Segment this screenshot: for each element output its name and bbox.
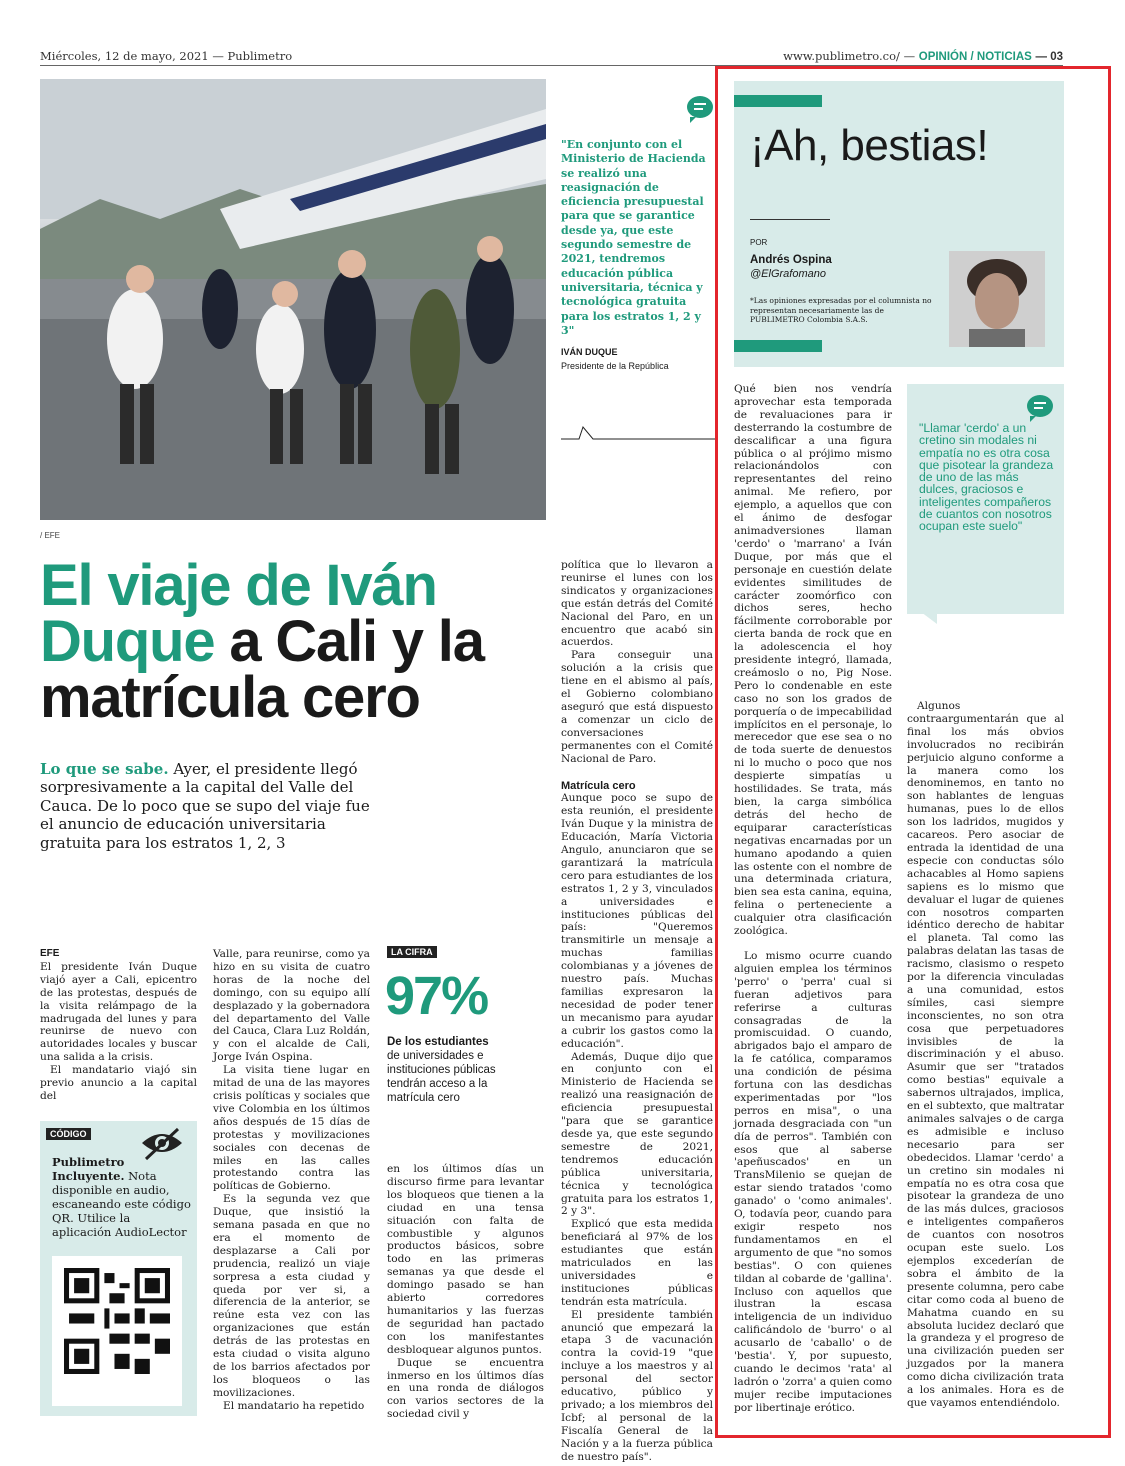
paragraph: en los últimos días un discurso firme para levantar los bloqueos que tienen a la ciudad en una tensa situación con falta de combustible y algunos productos básicos, sobre todo en las primeras semanas ya que desde el domingo pasado se han abierto corredores humanitarios y las fuerzas de seguridad han pactado con los manifestantes desbloquear algunos puntos. bbox=[387, 1163, 544, 1356]
speech-bubble-icon bbox=[687, 96, 713, 118]
cifra-value: 97% bbox=[385, 966, 488, 1026]
header-site: www.publimetro.co/ — bbox=[783, 49, 916, 63]
codigo-box bbox=[40, 1121, 197, 1416]
photo-illustration bbox=[40, 79, 546, 520]
por-label: POR bbox=[750, 238, 768, 247]
qr-code-image bbox=[64, 1268, 170, 1374]
page-header-left: Miércoles, 12 de mayo, 2021 — Publimetro bbox=[40, 49, 293, 63]
paragraph: Es la segunda vez que Duque, que insistió la semana pasada en que no era el momento de desplazarse a Cali por prudencia, realizó un viaje sorpresa a esta ciudad y queda por ver si, a diferencia de la anterior, se reúne esta vez con las organizaciones que están detrás de las protestas en esta ciudad o visita alguno de los barrios afectados por los bloqueos o las movilizaciones. bbox=[213, 1193, 370, 1399]
codigo-bold: Publimetro Incluyente. bbox=[52, 1155, 125, 1183]
author-avatar bbox=[949, 251, 1045, 347]
qr-code[interactable] bbox=[52, 1256, 182, 1406]
cifra-description bbox=[387, 1035, 522, 1105]
paragraph: El presidente Iván Duque viajó ayer a Cali, epicentro de las protestas, después de la visita relámpago de la madrugada del lunes y para reunirse de nuevo con autoridades locales y buscar una salida a la crisis. bbox=[40, 960, 197, 1064]
codigo-label: CÓDIGO bbox=[46, 1128, 91, 1140]
pull-quote-president: "En conjunto con el Ministerio de Hacienda se realizó una reasignación de eficiencia presupuestal para que se garantice desde ya, que este segundo semestre de 2021, tendremos educación pública universitaria, técnica y tecnológica gratuita para los estratos 1, 2 y 3" bbox=[561, 138, 706, 337]
codigo-text bbox=[52, 1155, 192, 1239]
article-column-2 bbox=[213, 948, 370, 1413]
paragraph: Aunque poco se supo de esta reunión, el presidente Iván Duque y la ministra de Educación, María Victoria Angulo, anunciaron que se garantizará la matrícula cero para estudiantes de los estratos 1, 2 y 3, vinculados a universidades e instituciones públicas del país: "Queremos transmitirle un mensaje a muchas familias colombianas y a jóvenes de nuestro país. Muchas familias expresaron la necesidad de poder tener un mecanismo para ayudar a cubrir los gastos como la educación". bbox=[561, 792, 713, 1050]
header-page-number: — 03 bbox=[1035, 51, 1063, 63]
paragraph: El presidente también anunció que empezará la etapa 3 de vacunación contra la covid-19 "que incluye a los maestros y al personal del sector educativo, público y privado; a los miembros del Icbf; al personal de la Fiscalía General de la Nación y a la fuerza pública de nuestro país". bbox=[561, 1308, 713, 1463]
author-portrait bbox=[949, 251, 1045, 347]
opinion-column-1 bbox=[734, 383, 892, 1415]
paragraph: El mandatario ha repetido bbox=[223, 1399, 365, 1412]
paragraph: Duque se encuentra inmerso en los últimos días en una ronda de diálogos con varios sectores de la sociedad civil y bbox=[387, 1356, 544, 1421]
opinion-pullquote: "Llamar 'cerdo' a un cretino sin modales ni empatía no es otra cosa que pisotear la grandeza de uno de las más dulces, graciosos e inteligentes compañeros de cuantos con nosotros ocupan este suelo" bbox=[919, 421, 1054, 534]
page-header-right bbox=[783, 49, 1063, 63]
paragraph: Lo mismo ocurre cuando alguien emplea los términos 'perro' o 'perra' cual si fueran adjetivos para referirse a culturas consagradas de la promiscuidad. O cuando, abrigados bajo el amparo de la fe católica, comparamos una condición de pésima fortuna con las desdichas experimentadas por "los perros en misa", o una jornada desgraciada con "un día de perros". También con esos que al saberse 'apeñuscados' en un TransMilenio se quejan de estar siendo tratados 'como ganado' o 'como animales'. O, todavía peor, cuando para exigir respeto nos fundamentamos en el argumento de que "no somos bestias". O con quienes tildan al cobarde de 'gallina'. Incluso con aquellos que ilustran la escasa inteligencia de un individuo calificándolo de 'burro' o al acusarlo de 'caballo' o de 'bestia'. Y, por supuesto, cuando le decimos 'rata' al ladrón o 'zorra' a quien como mujer recibe imputaciones por libertinaje erótico. bbox=[734, 949, 892, 1414]
opinion-header-panel bbox=[734, 81, 1064, 367]
article-lead bbox=[40, 760, 380, 852]
cifra-desc: de universidades e instituciones públicas tendrán acceso a la matrícula cero bbox=[387, 1050, 496, 1104]
opinion-title: ¡Ah, bestias! bbox=[750, 121, 989, 170]
author-handle: @ElGrafomano bbox=[750, 268, 826, 280]
pullquote-tail bbox=[907, 612, 947, 626]
quote-author: IVÁN DUQUE bbox=[561, 347, 618, 357]
quote-author-role: Presidente de la República bbox=[561, 361, 669, 371]
quote-divider-line bbox=[561, 425, 716, 441]
article-column-1 bbox=[40, 948, 197, 1103]
article-byline: EFE bbox=[40, 948, 60, 959]
codigo-desc: Nota disponible en audio, escaneando este código QR. Utilice la aplicación AudioLector bbox=[52, 1169, 191, 1239]
paragraph: Además, Duque dijo que en conjunto con el Ministerio de Hacienda se realizó una reasignación de eficiencia presupuestal "para que se garantice desde ya, que este segundo semestre de 2021, tendremos educación pública universitaria, técnica y tecnológica gratuita para los estratos 1, 2 y 3". bbox=[561, 1050, 713, 1218]
article-headline bbox=[40, 553, 540, 730]
accent-bar-top bbox=[734, 95, 822, 107]
news-photo bbox=[40, 79, 546, 520]
cifra-label: LA CIFRA bbox=[387, 946, 437, 958]
paragraph: Explicó que esta medida beneficiará al 97% de los estudiantes que están matriculados en las universidades e instituciones públicas tendrán esta matrícula. bbox=[561, 1218, 713, 1308]
headline-rest: a Cali y la matrícula cero bbox=[40, 609, 484, 730]
paragraph: El mandatario viajó sin previo anuncio a la capital del bbox=[40, 1064, 197, 1102]
header-section: OPINIÓN / NOTICIAS bbox=[918, 51, 1032, 63]
cifra-desc-bold: De los estudiantes bbox=[387, 1036, 489, 1048]
accent-bar-bottom bbox=[734, 340, 822, 352]
paragraph: Valle, para reunirse, como ya hizo en su visita de cuatro horas de la noche del domingo, con su equipo allí desplazado y la gobernadora del departamento del Valle del Cauca, Clara Luz Roldán, y con el alcalde de Cali, Jorge Iván Ospina. bbox=[213, 948, 370, 1064]
paragraph: Qué bien nos vendría aprovechar esta temporada de revaluaciones para ir desterrando la costumbre de descalificar a una figura pública o al prójimo mismo relacionándolos con representantes del reino animal. Me refiero, por ejemplo, a aquellos que con el ánimo de desfogar animadversiones llaman 'cerdo' o 'marrano' a Iván Duque, por más que el personaje en cuestión delate evidentes similitudes de carácter zoomórfico con dichos seres, hecho fácilmente corroborable por cierta banda de rock que en la adolescencia el hoy presidente integró, llamada, creámoslo o no, Pig Nose. Pero lo condenable en este caso no son los grados de porquería o de impecabilidad implícitos en el personaje, lo merecedor que ese sea o no de toda suerte de denuestos ni lo mucho o poco que nos despierte simpatías u hostilidades. Se trata, más bien, la carga simbólica detrás del hecho de equiparar características negativas encarnadas por un humano apodando a quien las ostente con el nombre de una determinada criatura, bien sea esta canina, equina, felina o perteneciente a cualquier otra clasificación zoológica. bbox=[734, 383, 892, 938]
paragraph: Algunos contraargumentarán que al final los más obvios involucrados no recibirán perjuicio alguno conforme a la manera como los denominemos, en tanto no son hablantes de lenguas humanas, pues lo de ellos son los ladridos, mugidos y cacareos. Pero asociar de entrada la identidad de una especie con conductas sólo achacables al Homo sapiens sapiens es lo mismo que devaluar el lugar de quienes con nosotros comparten idéntico derecho de habitar el planeta. Tal como las palabras delatan las tasas de racismo, clasismo o respeto por la diferencia vinculadas a una comunidad, estos símiles, casi siempre inconscientes, no son otra cosa que perpetuadores invisibles de la discriminación y el abuso. Asumir que ser "tratados como bestias" equivale a sabernos ultrajados, implica, en el subtexto, que maltratar animales salvajes o de carga es admisible e incluso necesario para ser obedecidos. Llamar 'cerdo' a un cretino sin modales ni empatía no es otra cosa que pisotear la grandeza de uno de las más dulces, graciosos e inteligentes compañeros de cuantos con nosotros ocupan este suelo. Los ejemplos excederían de sobra el ámbito de la presente columna, pero cabe citar como coda al bueno de Mahatma cuando en su absoluta lucidez declaró que la grandeza y el progreso de una civilización pueden ser juzgados por la manera como dicha civilización trata a los animales. Hora es de que vayamos entendiéndolo. bbox=[907, 700, 1064, 1409]
title-rule bbox=[750, 219, 830, 220]
author-name: Andrés Ospina bbox=[750, 254, 832, 266]
paragraph: La visita tiene lugar en mitad de una de las mayores crisis políticas y sociales que vive Colombia en los últimos años después de 15 días de protestas y movilizaciones sociales con decenas de miles en las calles protestando contra las políticas de Gobierno. bbox=[213, 1064, 370, 1193]
opinion-pullquote-box bbox=[907, 384, 1064, 614]
paragraph: política que lo llevaron a reunirse el lunes con los sindicatos y organizaciones que están detrás del Comité Nacional del Paro, en un encuentro que acabó sin acuerdos. bbox=[561, 559, 713, 649]
article-column-3 bbox=[387, 1163, 544, 1421]
speech-bubble-icon bbox=[1027, 395, 1053, 417]
opinion-column-2 bbox=[907, 700, 1064, 1410]
article-column-4 bbox=[561, 559, 713, 1463]
disclaimer: *Las opiniones expresadas por el columnista no representan necesariamente las de PUBLIMETRO Colombia S.A.S. bbox=[750, 296, 932, 324]
subhead: Matrícula cero bbox=[561, 779, 636, 792]
headline-highlight: El viaje de Iván Duque bbox=[40, 553, 437, 674]
lead-label: Lo que se sabe. bbox=[40, 760, 169, 778]
lead-text: Ayer, el presidente llegó sorpresivamente a la capital del Valle del Cauca. De lo poco que se supo del viaje fue el anuncio de educación universitaria gratuita para los estratos 1, 2, 3 bbox=[40, 760, 370, 852]
photo-credit: / EFE bbox=[40, 531, 61, 540]
paragraph: Para conseguir una solución a la crisis que tiene en el abismo al país, el Gobierno colombiano aseguró que está dispuesto a comenzar un ciclo de conversaciones permanentes con el Comité Nacional de Paro. bbox=[561, 649, 713, 765]
